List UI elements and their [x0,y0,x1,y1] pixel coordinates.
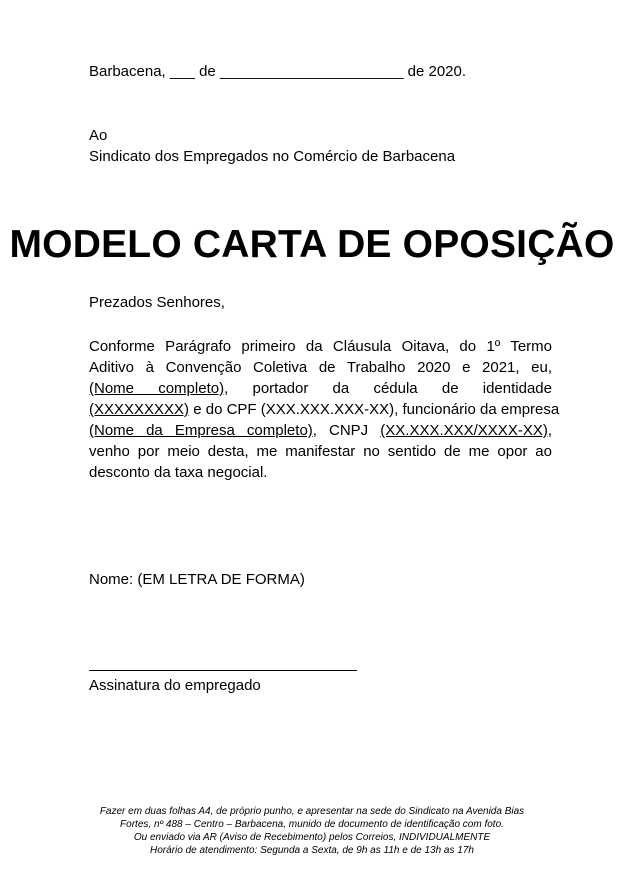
paragraph-line-7: desconto da taxa negocial. [89,464,268,481]
paragraph-line-4 [89,399,560,420]
footer-line-4: Horário de atendimento: Segunda a Sexta, de 9h as 11h e de 13h as 17h [150,845,474,856]
name-label: Nome: (EM LETRA DE FORMA) [89,571,305,588]
footer-line-2: Fortes, nº 488 – Centro – Barbacena, munido de documento de identificação com foto. [120,819,504,830]
signature-label: Assinatura do empregado [89,677,261,694]
paragraph-line-6: venho por meio desta, me manifestar no sentido de me opor ao [89,443,552,460]
body-paragraph [89,336,560,483]
document-title: MODELO CARTA DE OPOSIÇÃO [9,223,615,266]
id-number-placeholder: (XXXXXXXXX) [89,401,190,418]
paragraph-line-4-rest: e do CPF (XXX.XXX.XXX-XX), funcionário da empresa [189,401,560,418]
greeting: Prezados Senhores, [89,294,225,311]
company-name-placeholder: (Nome da Empresa completo) [89,422,313,439]
paragraph-line-1: Conforme Parágrafo primeiro da Cláusula Oitava, do 1º Termo [89,338,552,355]
recipient-line-1: Ao [89,127,108,144]
paragraph-line-5 [89,420,552,441]
paragraph-line-5-mid: , CNPJ [312,422,381,439]
footer-line-3: Ou enviado via AR (Aviso de Recebimento) pelos Correios, INDIVIDUALMENTE [133,832,491,843]
paragraph-line-3 [89,378,552,399]
signature-line [89,670,357,671]
full-name-placeholder: (Nome completo) [89,380,225,397]
recipient-line-2: Sindicato dos Empregados no Comércio de Barbacena [89,148,456,165]
footer-instructions [0,805,624,857]
footer-line-1: Fazer em duas folhas A4, de próprio punho, e apresentar na sede do Sindicato na Avenida Bias [99,806,525,817]
date-line: Barbacena, ___ de ______________________ de 2020. [89,63,467,80]
cnpj-placeholder: (XX.XXX.XXX/XXXX-XX), [380,422,552,439]
recipient-block [89,125,455,167]
paragraph-line-2: Aditivo à Convenção Coletiva de Trabalho 2020 e 2021, eu, [89,359,552,376]
paragraph-line-3-rest: , portador da cédula de identidade [224,380,552,397]
